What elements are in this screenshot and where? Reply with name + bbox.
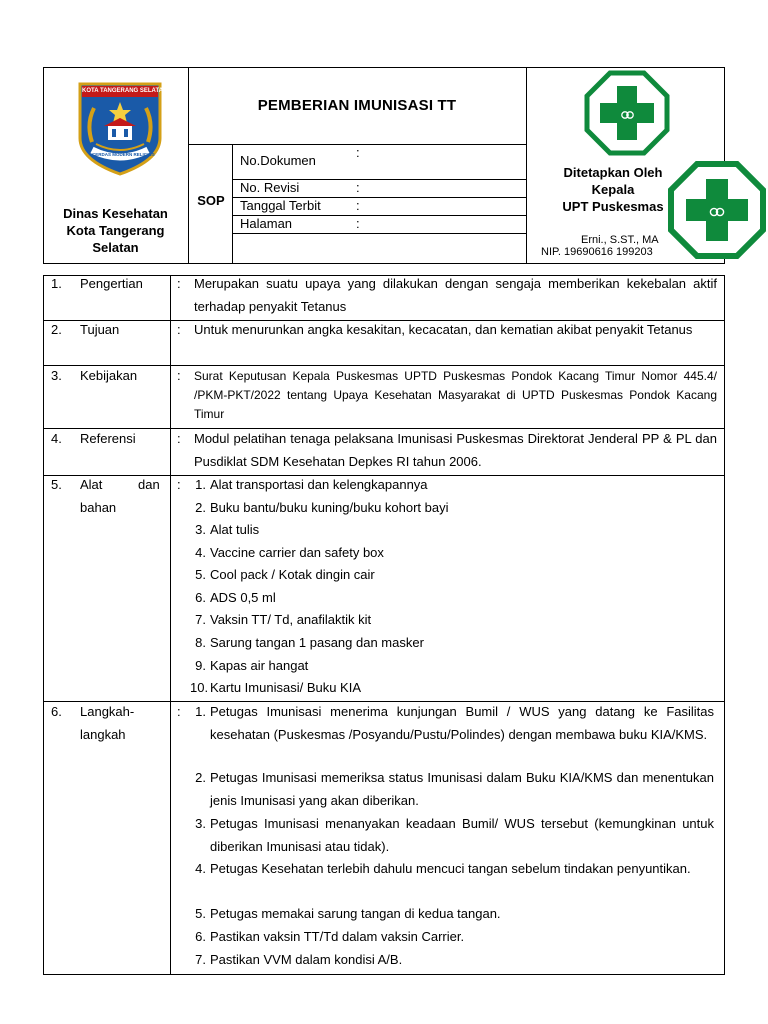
doc-field-sep: : (356, 145, 360, 160)
doc-field-label: Tanggal Terbit (240, 198, 321, 213)
list-item (190, 903, 718, 925)
list-item-number: 7. (195, 612, 206, 627)
sop-label: SOP (197, 193, 225, 208)
list-item (190, 701, 718, 767)
document-title: PEMBERIAN IMUNISASI TT (257, 97, 457, 114)
row-colon: : (177, 276, 181, 291)
list-item-text: Kapas air hangat (210, 658, 309, 673)
established-line: Ditetapkan Oleh (563, 165, 663, 180)
row-number: 4. (51, 431, 62, 446)
list-item (190, 858, 718, 904)
institution-line: Dinas Kesehatan (63, 206, 168, 221)
row-number: 3. (51, 368, 62, 383)
established-line: Kepala (591, 182, 635, 197)
row-label: Alat (80, 477, 103, 492)
list-item-text: Petugas Imunisasi memeriksa status Imunisasi dalam Buku KIA/KMS dan menentukan jenis Imunisasi yang akan diberikan. (210, 770, 714, 808)
doc-field-line (232, 233, 526, 234)
established-by (548, 164, 678, 215)
list-item-number: 6. (195, 929, 206, 944)
list-item (190, 587, 718, 609)
row-number: 2. (51, 322, 62, 337)
row-text: Surat Keputusan Kepala Puskesmas UPTD Puskesmas Pondok Kacang Timur Nomor 445.4/ /PKM-PKT/2022 tentang Upaya Kesehatan Masyarakat di UPTD Puskesmas Pondok Kacang Timur (194, 369, 717, 421)
list-item-text: Petugas Imunisasi menanyakan keadaan Bumil/ WUS tersebut (kemungkinan untuk diberikan Imunisasi atau tidak). (210, 816, 714, 854)
row-label: Tujuan (80, 322, 120, 337)
puskesmas-logo (584, 70, 670, 156)
header-divider-right (526, 67, 527, 264)
logo-motto: CERDAS MODERN RELIGIUS (92, 152, 155, 157)
list-item (190, 632, 718, 654)
doc-field-sep: : (356, 180, 360, 195)
list-item (190, 949, 718, 971)
row-text: Modul pelatihan tenaga pelaksana Imunisasi Puskesmas Direktorat Jenderal PP & PL dan Pusdiklat SDM Kesehatan Depkes RI tahun 2006. (194, 431, 717, 469)
institution-name (45, 205, 186, 256)
doc-field-label: No.Dokumen (240, 153, 316, 168)
list-item (190, 655, 718, 677)
row-colon: : (177, 431, 181, 446)
list-item (190, 767, 718, 813)
list-item-text: Pastikan vaksin TT/Td dalam vaksin Carrier. (210, 929, 465, 944)
signer-nip: NIP. 19690616 199203 (541, 246, 653, 258)
row-text: Untuk menurunkan angka kesakitan, kecacatan, dan kematian akibat penyakit Tetanus (194, 322, 693, 337)
list-item-number: 5. (195, 567, 206, 582)
row-text: Merupakan suatu upaya yang dilakukan dengan sengaja memberikan kekebalan aktif terhadap penyakit Tetanus (194, 276, 717, 314)
doc-field-label: No. Revisi (240, 180, 300, 195)
list-item-number: 6. (195, 590, 206, 605)
list-item-number: 7. (195, 952, 206, 967)
list-item-number: 1. (195, 704, 206, 719)
row-label: Langkah- (80, 704, 135, 719)
list-item-text: Petugas Imunisasi menerima kunjungan Bumil / WUS yang datang ke Fasilitas kesehatan (Puskesmas /Posyandu/Pustu/Polindes) dengan membawa buku KIA/KMS. (210, 704, 714, 742)
list-item (190, 542, 718, 564)
list-item-text: Buku bantu/buku kuning/buku kohort bayi (210, 500, 449, 515)
list-item (190, 926, 718, 948)
row-divider (43, 365, 725, 366)
signer-name: Erni., S.ST., MA (581, 234, 659, 246)
row-label: dan (138, 477, 160, 492)
list-item-text: Alat transportasi dan kelengkapannya (210, 477, 428, 492)
list-item-number: 1. (195, 477, 206, 492)
row-label: langkah (80, 727, 126, 742)
list-item-number: 8. (195, 635, 206, 650)
row-number: 5. (51, 477, 62, 492)
row-label: bahan (80, 500, 117, 515)
established-line: UPT Puskesmas (562, 199, 664, 214)
list-item-text: ADS 0,5 ml (210, 590, 276, 605)
list-item-text: Vaccine carrier dan safety box (210, 545, 384, 560)
row-label: Pengertian (80, 276, 143, 291)
doc-field-label: Halaman (240, 216, 293, 231)
list-item-text: Cool pack / Kotak dingin cair (210, 567, 375, 582)
row-label: Kebijakan (80, 368, 138, 383)
list-item-text: Kartu Imunisasi/ Buku KIA (210, 680, 362, 695)
list-item (190, 677, 718, 699)
list-item-number: 3. (195, 816, 206, 831)
list-item (190, 497, 718, 519)
list-item-text: Petugas memakai sarung tangan di kedua tangan. (210, 906, 501, 921)
content-col-divider (170, 275, 171, 975)
puskesmas-stamp-logo (668, 161, 766, 259)
list-item (190, 813, 718, 859)
row-colon: : (177, 368, 181, 383)
list-item-number: 3. (195, 522, 206, 537)
list-item-text: Pastikan VVM dalam kondisi A/B. (210, 952, 403, 967)
list-item-number: 9. (195, 658, 206, 673)
institution-line: Selatan (92, 240, 139, 255)
list-item-text: Sarung tangan 1 pasang dan masker (210, 635, 424, 650)
institution-line: Kota Tangerang (66, 223, 165, 238)
sop-divider (232, 144, 233, 264)
doc-field-sep: : (356, 198, 360, 213)
list-item (190, 519, 718, 541)
list-item-number: 10. (190, 680, 209, 695)
row-number: 6. (51, 704, 62, 719)
city-logo (72, 80, 168, 176)
list-item-text: Vaksin TT/ Td, anafilaktik kit (210, 612, 372, 627)
list-item-text: Petugas Kesehatan terlebih dahulu mencuci tangan sebelum tindakan penyuntikan. (210, 861, 691, 876)
row-label: Referensi (80, 431, 136, 446)
list-item-text: Alat tulis (210, 522, 260, 537)
logo-kota-label: KOTA TANGERANG SELATAN (82, 88, 168, 94)
row-colon: : (177, 477, 181, 492)
list-item-number: 4. (195, 545, 206, 560)
list-item-number: 5. (195, 906, 206, 921)
list-item-number: 4. (195, 861, 206, 876)
list-item (190, 609, 718, 631)
row-colon: : (177, 704, 181, 719)
row-colon: : (177, 322, 181, 337)
row-number: 1. (51, 276, 62, 291)
list-item (190, 474, 718, 496)
list-item-number: 2. (195, 500, 206, 515)
list-item-number: 2. (195, 770, 206, 785)
list-item (190, 564, 718, 586)
doc-field-sep: : (356, 216, 360, 231)
